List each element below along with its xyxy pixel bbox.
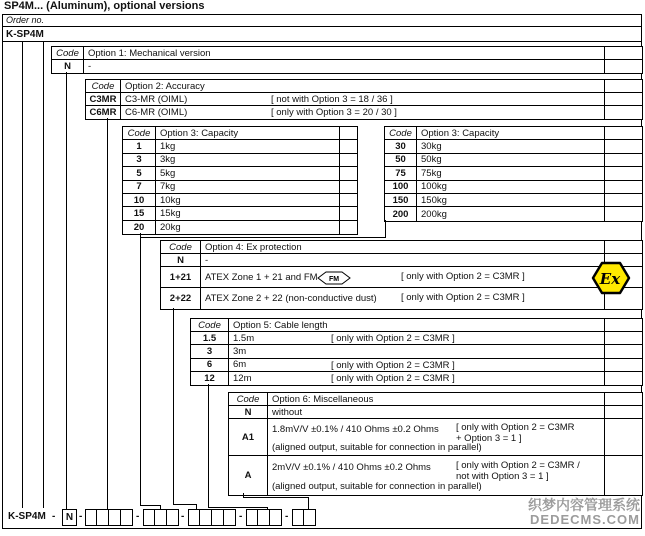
table-tail-cell — [339, 194, 357, 206]
option-code: 100 — [385, 181, 417, 193]
option-title: Option 3: Capacity — [421, 127, 500, 139]
option-code: A — [229, 456, 268, 495]
option-title: Option 1: Mechanical version — [88, 47, 211, 59]
option-desc: 3m — [233, 345, 247, 357]
table-row — [229, 419, 642, 456]
order-no-label: Order no. — [6, 15, 45, 25]
connector-line — [173, 504, 197, 505]
option-note-line1: [ only with Option 2 = C3MR — [456, 422, 575, 433]
table-tail-cell — [604, 207, 642, 220]
option-code: 3 — [191, 345, 229, 357]
code-header: Code — [229, 393, 268, 405]
table-row — [191, 332, 642, 345]
order-code-product-label: K-SP4M — [8, 511, 46, 522]
table-row — [123, 221, 357, 234]
code-box — [258, 509, 270, 526]
option3-code-boxes — [143, 509, 179, 526]
table-tail-cell — [604, 47, 642, 59]
option-code: C6MR — [86, 106, 121, 119]
code-box — [85, 509, 97, 526]
connector-line — [308, 497, 309, 509]
code-box — [292, 509, 304, 526]
option-desc: 1.5m — [233, 332, 255, 344]
option-subtext: (aligned output, suitable for connection in parallel) — [272, 442, 482, 453]
option-desc: - — [88, 61, 92, 72]
table-tail-cell — [604, 127, 642, 139]
table-tail-cell — [604, 140, 642, 152]
option-desc: 5kg — [160, 167, 176, 179]
fm-approvals-icon — [317, 271, 351, 285]
connector-line — [140, 505, 161, 506]
option-desc: 12m — [233, 372, 252, 384]
table-row — [123, 154, 357, 167]
table-row — [191, 359, 642, 372]
table-tail-cell — [339, 140, 357, 152]
connector-line — [140, 233, 141, 506]
product-code-row — [2, 27, 642, 42]
table-tail-cell — [604, 167, 642, 179]
table-tail-cell — [604, 406, 642, 418]
option-note: [ not with Option 3 = 18 / 36 ] — [271, 94, 393, 105]
option-title: Option 4: Ex protection — [205, 241, 302, 253]
table-tail-cell — [339, 154, 357, 166]
table-row — [385, 140, 642, 153]
separator-dash: - — [181, 511, 185, 522]
option3-table-left — [122, 126, 358, 235]
option-desc: ATEX Zone 1 + 21 and FM — [205, 271, 318, 283]
option-code: 2+22 — [161, 288, 201, 309]
option1-table — [51, 46, 643, 74]
table-tail-cell — [604, 80, 642, 92]
table-row — [385, 207, 642, 220]
code-box — [109, 509, 121, 526]
table-row — [123, 194, 357, 207]
option-desc: 200kg — [421, 208, 447, 220]
table-row — [229, 406, 642, 419]
order-no-row — [2, 14, 642, 27]
table-tail-cell — [339, 167, 357, 179]
option-subtext: (aligned output, suitable for connection in parallel) — [272, 481, 482, 492]
table-row — [161, 267, 642, 288]
option-code: 50 — [385, 154, 417, 166]
option-desc: 15kg — [160, 208, 181, 220]
option-note: [ only with Option 2 = C3MR ] — [401, 271, 525, 282]
option3-table-right — [384, 126, 643, 222]
table-tail-cell — [604, 60, 642, 73]
option-title: Option 3: Capacity — [160, 127, 239, 139]
option-desc: 30kg — [421, 141, 442, 153]
table-row — [52, 60, 642, 73]
connector-line — [208, 384, 209, 508]
option-note: [ only with Option 2 = C3MR ] — [331, 359, 455, 371]
table-tail-cell — [604, 319, 642, 331]
table-tail-cell — [604, 106, 642, 119]
option-desc: ATEX Zone 2 + 22 (non-conductive dust) — [205, 293, 377, 304]
watermark-line1: 织梦内容管理系统 — [528, 497, 640, 513]
code-box — [270, 509, 282, 526]
connector-line — [385, 220, 386, 238]
table-tail-cell — [604, 359, 642, 371]
table-row — [191, 372, 642, 385]
separator-dash: - — [79, 511, 83, 522]
code-box — [212, 509, 224, 526]
code-header: Code — [385, 127, 417, 139]
connector-line — [208, 507, 268, 508]
option-desc: 6m — [233, 359, 247, 371]
table-row — [123, 181, 357, 194]
fm-icon-label: FM — [328, 276, 340, 283]
option-desc: 10kg — [160, 194, 181, 206]
option2-code-boxes — [85, 509, 133, 526]
option1-value-box: N — [62, 509, 77, 526]
table-row — [385, 167, 642, 180]
table-tail-cell — [339, 207, 357, 219]
option-note-line1: [ only with Option 2 = C3MR / — [456, 460, 580, 471]
code-box — [200, 509, 212, 526]
table-row — [86, 106, 642, 119]
table-header-row — [229, 393, 642, 406]
option-desc: 3kg — [160, 154, 176, 166]
product-code: K-SP4M — [6, 28, 44, 40]
option-code: 1+21 — [161, 267, 201, 287]
option-note: [ only with Option 2 = C3MR ] — [331, 372, 455, 384]
option-code: 6 — [191, 359, 229, 371]
separator-dash: - — [52, 511, 56, 522]
option6-table — [228, 392, 643, 496]
option-code: N — [229, 406, 268, 418]
table-header-row — [123, 127, 357, 140]
option-code: 20 — [123, 221, 156, 234]
table-header-row — [191, 319, 642, 332]
code-box — [304, 509, 316, 526]
page-title: SP4M... (Aluminum), optional versions — [4, 0, 205, 12]
code-box — [97, 509, 109, 526]
option-code: 3 — [123, 154, 156, 166]
code-header: Code — [123, 127, 156, 139]
option-code: 12 — [191, 372, 229, 385]
table-tail-cell — [339, 221, 357, 234]
code-box — [155, 509, 167, 526]
option-code: 7 — [123, 181, 156, 193]
table-tail-cell — [339, 127, 357, 139]
table-row — [86, 93, 642, 106]
option4-code-boxes — [188, 509, 236, 526]
table-row — [385, 181, 642, 194]
option-note: [ only with Option 2 = C3MR ] — [401, 292, 525, 303]
connector-line — [140, 237, 386, 238]
table-row — [229, 456, 642, 495]
code-header: Code — [191, 319, 229, 331]
option-note-line2: + Option 3 = 1 ] — [456, 433, 522, 444]
separator-dash: - — [285, 511, 289, 522]
connector-line — [243, 497, 309, 498]
option4-table — [160, 240, 643, 310]
table-tail-cell — [604, 154, 642, 166]
option-code: 10 — [123, 194, 156, 206]
separator-dash: - — [239, 511, 243, 522]
watermark — [460, 498, 640, 526]
table-tail-cell — [604, 372, 642, 385]
connector-line — [22, 42, 23, 508]
option-desc: 50kg — [421, 154, 442, 166]
code-header: Code — [161, 241, 201, 253]
code-box — [188, 509, 200, 526]
table-row — [123, 140, 357, 153]
watermark-line2: DEDECMS.COM — [530, 511, 640, 527]
option-desc: 75kg — [421, 167, 442, 179]
option-note-line2: not with Option 3 = 1 ] — [456, 471, 549, 482]
option-code: 200 — [385, 207, 417, 220]
option-code: 75 — [385, 167, 417, 179]
table-row — [191, 345, 642, 358]
table-row — [385, 194, 642, 207]
option-title: Option 5: Cable length — [233, 319, 328, 331]
option-desc: 2mV/V ±0.1% / 410 Ohms ±0.2 Ohms — [272, 462, 431, 473]
table-row — [123, 207, 357, 220]
table-row — [123, 167, 357, 180]
table-tail-cell — [604, 345, 642, 357]
option-desc: 20kg — [160, 221, 181, 233]
option-code: N — [161, 254, 201, 266]
option-title: Option 2: Accuracy — [125, 80, 205, 92]
option-code: 5 — [123, 167, 156, 179]
option5-code-boxes — [246, 509, 282, 526]
connector-line — [66, 72, 67, 509]
table-tail-cell — [604, 332, 642, 344]
table-row — [161, 254, 642, 267]
connector-line — [43, 42, 44, 508]
option-desc: 100kg — [421, 181, 447, 193]
table-tail-cell — [604, 393, 642, 405]
code-box — [246, 509, 258, 526]
option5-table — [190, 318, 643, 386]
connector-line — [173, 308, 174, 505]
option-desc: without — [272, 406, 303, 418]
table-row — [385, 154, 642, 167]
table-tail-cell — [604, 241, 642, 253]
option2-table — [85, 79, 643, 120]
code-box — [167, 509, 179, 526]
option-desc: 1kg — [160, 141, 176, 153]
option-note: [ only with Option 3 = 20 / 30 ] — [271, 107, 397, 118]
table-header-row — [161, 241, 642, 254]
option-desc: 150kg — [421, 194, 447, 206]
code-header: Code — [52, 47, 84, 59]
code-box — [121, 509, 133, 526]
connector-line — [107, 118, 108, 509]
table-tail-cell — [604, 456, 642, 495]
option-desc: 7kg — [160, 181, 176, 193]
table-row — [161, 288, 642, 309]
option-title: Option 6: Miscellaneous — [272, 393, 374, 405]
option-code: 15 — [123, 207, 156, 219]
option-desc: 1.8mV/V ±0.1% / 410 Ohms ±0.2 Ohms — [272, 424, 439, 435]
option-code: 150 — [385, 194, 417, 206]
option6-code-boxes — [292, 509, 316, 526]
option-code: N — [52, 60, 84, 73]
option-code: C3MR — [86, 93, 121, 105]
option-desc: - — [205, 254, 209, 266]
table-tail-cell — [604, 194, 642, 206]
option-desc: C6-MR (OIML) — [125, 107, 188, 118]
code-box — [143, 509, 155, 526]
option-code: 1 — [123, 140, 156, 152]
table-tail-cell — [339, 181, 357, 193]
table-header-row — [385, 127, 642, 140]
table-tail-cell — [604, 419, 642, 455]
table-header-row — [86, 80, 642, 93]
table-tail-cell — [604, 181, 642, 193]
option-code: A1 — [229, 419, 268, 455]
option-desc: C3-MR (OIML) — [125, 93, 188, 105]
table-header-row — [52, 47, 642, 60]
option-note: [ only with Option 2 = C3MR ] — [331, 333, 455, 345]
code-box — [224, 509, 236, 526]
option-code: 1.5 — [191, 332, 229, 344]
option-code: 30 — [385, 140, 417, 152]
ex-atex-icon — [590, 260, 632, 296]
ex-icon-label: Ex — [599, 270, 621, 288]
code-header: Code — [86, 80, 121, 92]
table-tail-cell — [604, 93, 642, 105]
separator-dash: - — [136, 511, 140, 522]
